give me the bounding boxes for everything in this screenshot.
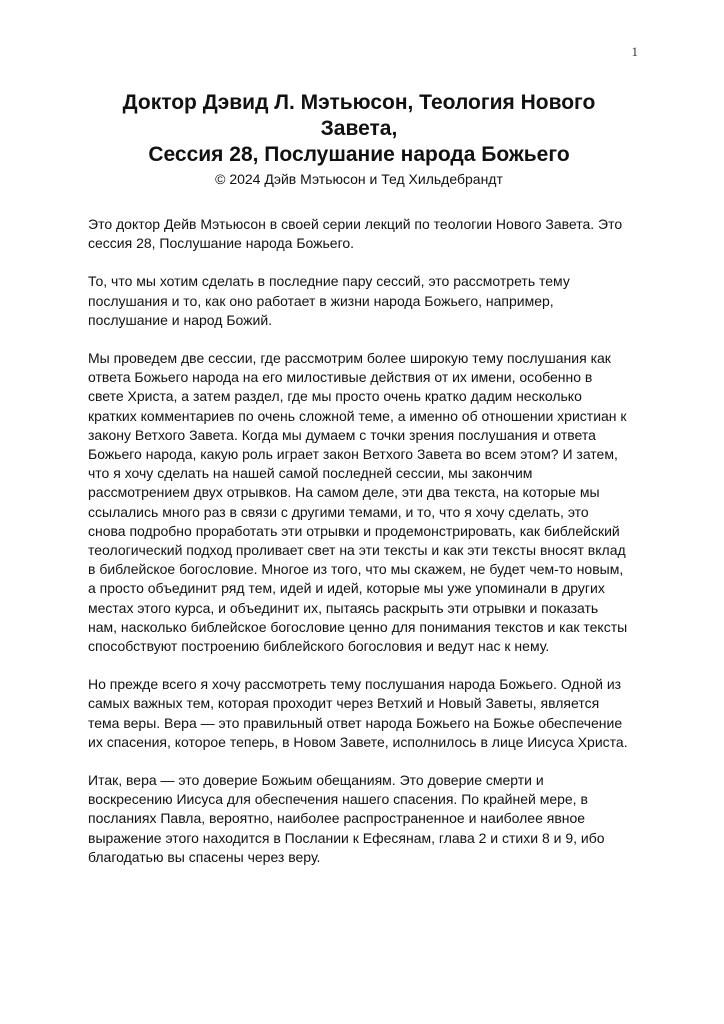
page-number: 1 [631, 44, 638, 59]
paragraph-2: То, что мы хотим сделать в последние пару сессий, это рассмотреть тему послушания и то, как оно работает в жизни народа Божьего, например, послушание и народ Божий. [88, 273, 570, 328]
title-block [88, 0, 630, 188]
paragraph-5: Итак, вера — это доверие Божьим обещаниям. Это доверие смерти и воскресению Иисуса для обеспечения нашего спасения. По крайней мере, в посланиях Павла, вероятно, наиболее распространенное и наиболее явное выражение этого находится в Послании к Ефесянам, глава 2 и стихи 8 и 9, ибо благодатью вы спасены через веру. [88, 772, 605, 865]
title-line-1: Доктор Дэвид Л. Мэтьюсон, Теология Нового [122, 91, 596, 114]
paragraph-1: Это доктор Дейв Мэтьюсон в своей серии лекций по теологии Нового Завета. Это сессия 28, Послушание народа Божьего. [88, 216, 623, 252]
title-line-3: Сессия 28, Послушание народа Божьего [148, 143, 570, 166]
paragraph-4: Но прежде всего я хочу рассмотреть тему послушания народа Божьего. Одной из самых важных тем, которая проходит через Ветхий и Новый Заветы, является тема веры. Вера — это правильный ответ народа Божьего на Божье обеспечение их спасения, которое теперь, в Новом Завете, исполнилось в лице Иисуса Христа. [88, 676, 628, 750]
body-text [88, 215, 630, 867]
copyright-line: © 2024 Дэйв Мэтьюсон и Тед Хильдебрандт [215, 171, 503, 187]
title-line-2: Завета, [320, 117, 398, 140]
paragraph-3: Мы проведем две сессии, где рассмотрим более широкую тему послушания как ответа Божьего народа на его милостивые действия от их имени, особенно в свете Христа, а затем раздел, где мы просто очень кратко дадим несколько кратких комментариев по очень сложной теме, а именно об отношении христиан к закону Ветхого Завета. Когда мы думаем с точки зрения послушания и ответа Божьего народа, какую роль играет закон Ветхого Завета во всем этом? И затем, что я хочу сделать на нашей самой последней сессии, мы закончим рассмотрением двух отрывков. На самом деле, эти два текста, на которые мы ссылались много раз в связи с другими темами, и то, что я хочу сделать, это снова подробно проработать эти отрывки и продемонстрировать, как библейский теологический подход проливает свет на эти тексты и как эти тексты вносят вклад в библейское богословие. Многое из того, что мы скажем, не будет чем-то новым, а просто объединит ряд тем, идей и идей, которые мы уже упоминали в других местах этого курса, и объединит их, пытаясь раскрыть эти отрывки и показать нам, насколько библейское богословие ценно для понимания текстов и как тексты способствуют построению библейского богословия и ведут нас к нему. [88, 350, 628, 655]
